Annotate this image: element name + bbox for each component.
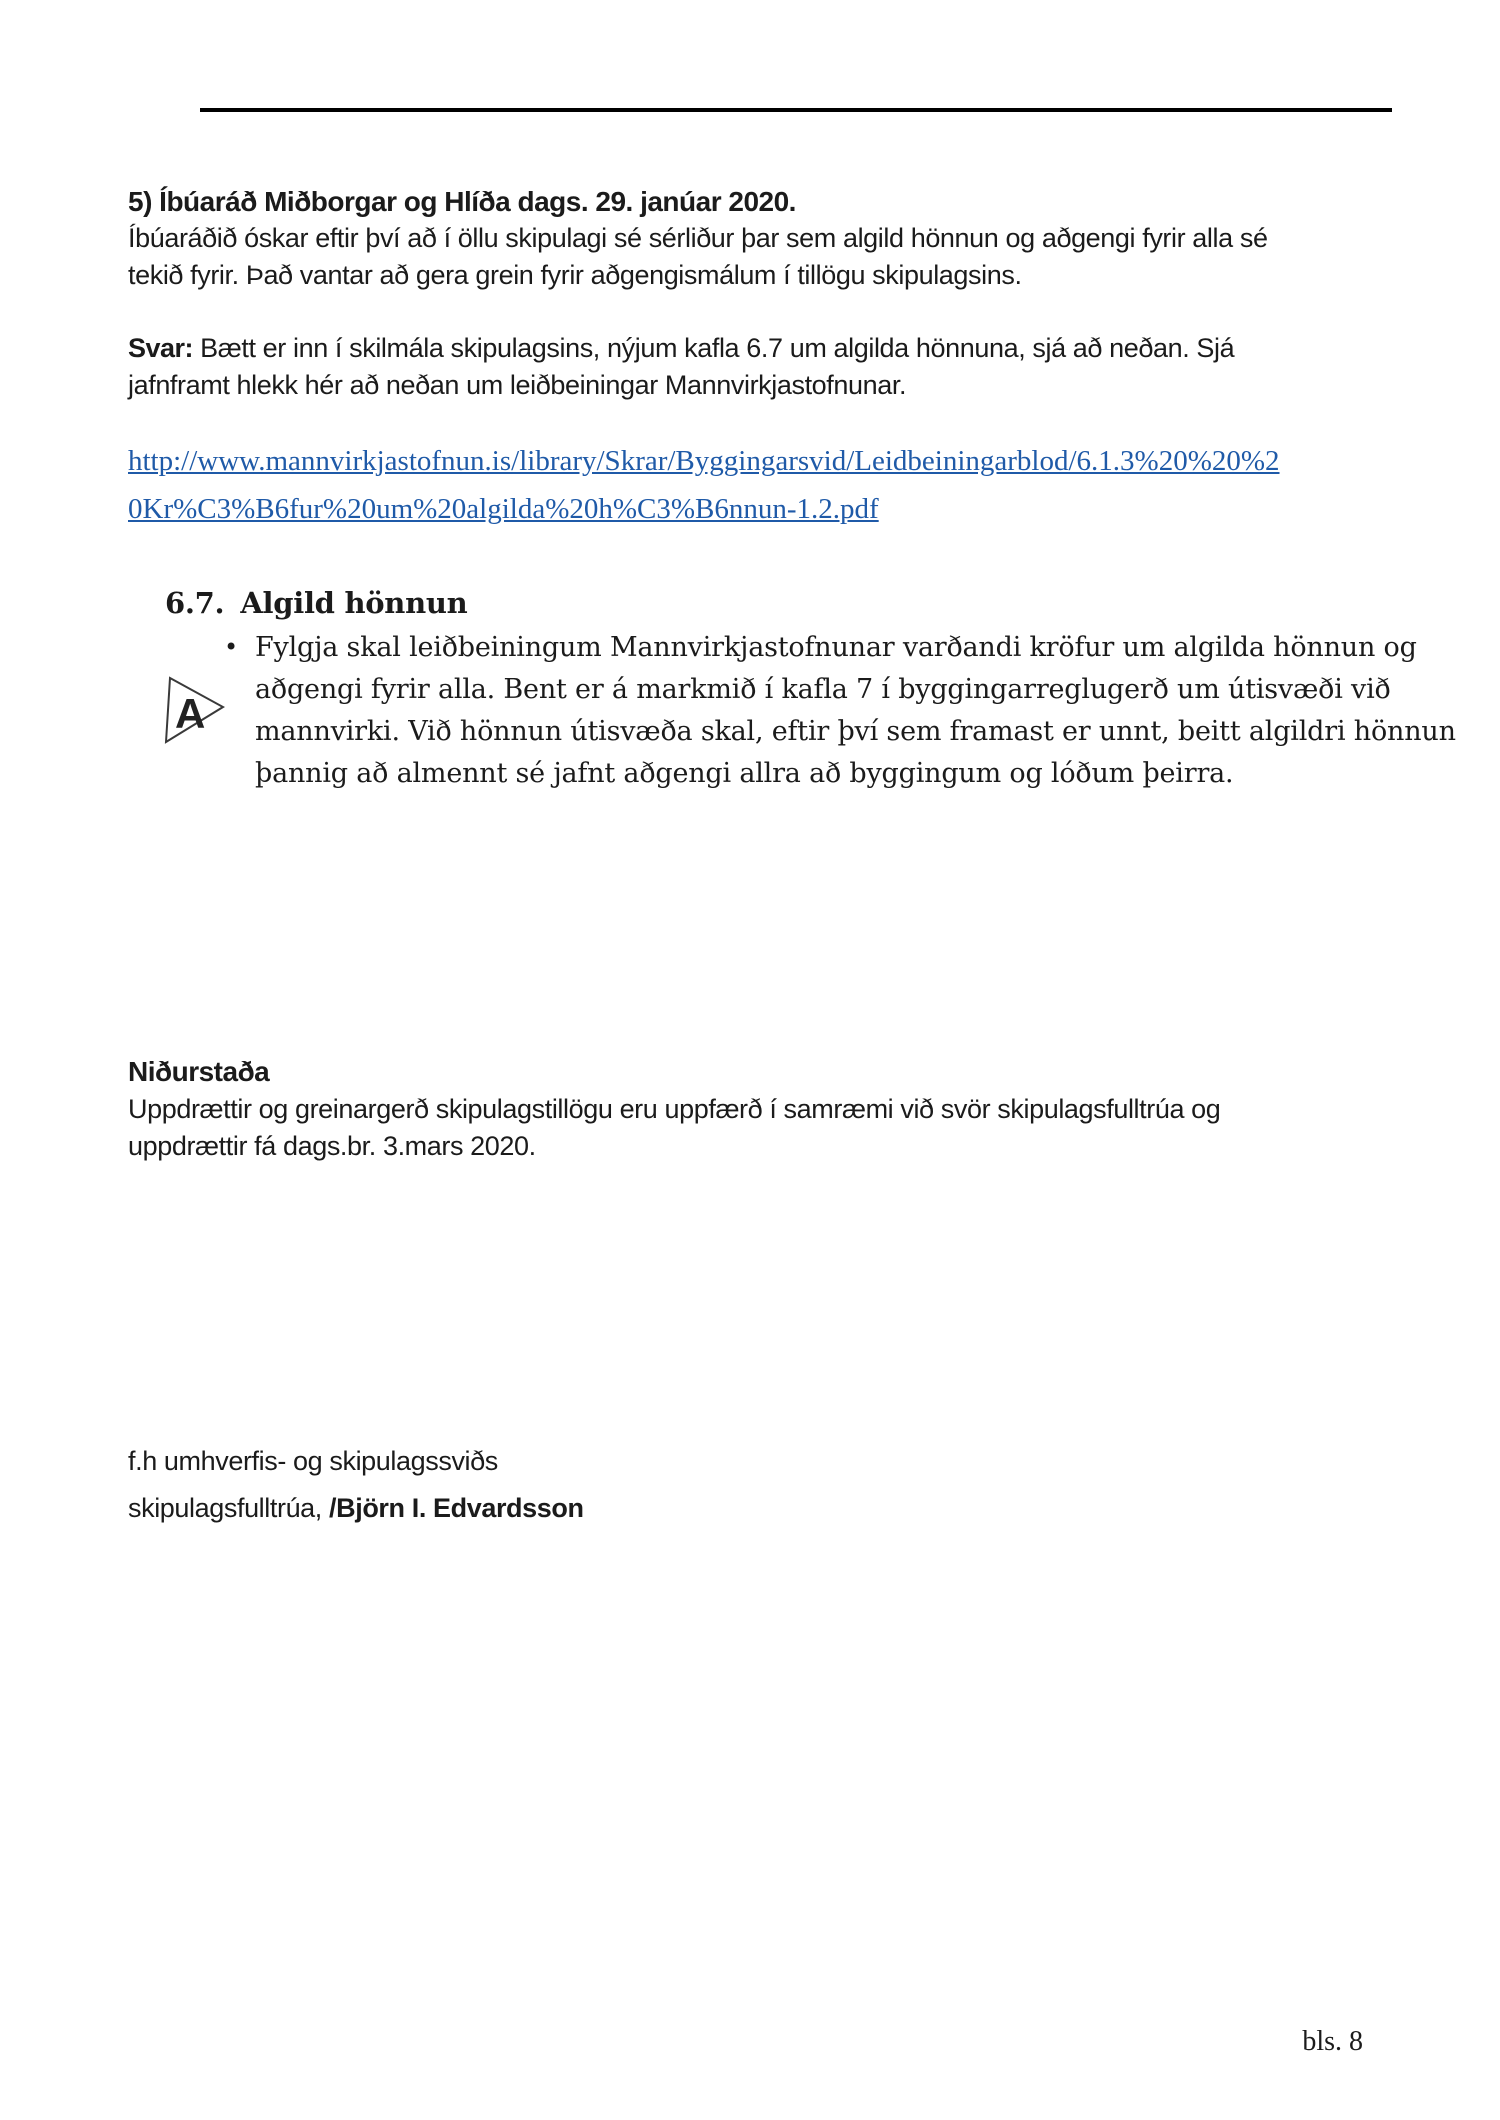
section-5-body-line: tekið fyrir. Það vantar að gera grein fyrir aðgengismálum í tillögu skipulagsins. (128, 260, 1022, 290)
quote-section-number: 6.7. (165, 586, 225, 620)
conclusion-heading: Niðurstaða (128, 1056, 270, 1087)
signature-line (128, 1485, 584, 1532)
conclusion-section (128, 1053, 1220, 1165)
mannvirkjastofnun-pdf-link[interactable] (128, 437, 1280, 533)
quote-heading (165, 586, 467, 620)
conclusion-line: uppdrættir fá dags.br. 3.mars 2020. (128, 1131, 536, 1161)
header-rule (200, 108, 1392, 112)
signature-line: f.h umhverfis- og skipulagssviðs (128, 1446, 498, 1476)
conclusion-line: Uppdrættir og greinargerð skipulagstillögu eru uppfærð í samræmi við svör skipulagsfulltrúa og (128, 1094, 1221, 1124)
quote-line: þannig að almennt sé jafnt aðgengi allra að byggingum og lóðum þeirra. (255, 758, 1234, 789)
svar-paragraph (128, 330, 1234, 404)
section-5-heading: 5) Íbúaráð Miðborgar og Hlíða dags. 29. janúar 2020. (128, 186, 796, 217)
page-number: bls. 8 (1302, 2026, 1363, 2057)
section-5-body-line: Íbúaráðið óskar eftir því að í öllu skipulagi sé sérliður þar sem algild hönnun og aðgengi fyrir alla sé (128, 223, 1268, 253)
guidelines-link-block (128, 437, 1280, 533)
section-5 (128, 183, 1268, 294)
signature-block (128, 1438, 584, 1532)
svar-line: jafnframt hlekk hér að neðan um leiðbeiningar Mannvirkjastofnunar. (128, 370, 907, 400)
bullet-marker: • (224, 633, 239, 661)
quote-line: aðgengi fyrir alla. Bent er á markmið í kafla 7 í byggingarreglugerð um útisvæði við (255, 674, 1391, 705)
link-line[interactable]: http://www.mannvirkjastofnun.is/library/Skrar/Byggingarsvid/Leidbeiningarblod/6.1.3%20%20%2 (128, 445, 1280, 477)
annotation-letter: A (175, 690, 206, 737)
comment-annotation-icon (163, 674, 227, 748)
quote-line: Fylgja skal leiðbeiningum Mannvirkjastofnunar varðandi kröfur um algilda hönnun og (255, 632, 1417, 663)
quote-section-title: Algild hönnun (240, 586, 468, 620)
svar-label: Svar: (128, 333, 194, 363)
quote-line: mannvirki. Við hönnun útisvæða skal, eftir því sem framast er unnt, beitt algildri hönnun (255, 716, 1456, 747)
svar-line (128, 330, 1234, 367)
signature-name: /Björn I. Edvardsson (329, 1493, 584, 1523)
link-line[interactable]: 0Kr%C3%B6fur%20um%20algilda%20h%C3%B6nnun-1.2.pdf (128, 493, 879, 525)
svar-text: Bætt er inn í skilmála skipulagsins, nýjum kafla 6.7 um algilda hönnuna, sjá að neðan. Sjá (193, 333, 1235, 363)
signature-role: skipulagsfulltrúa, (128, 1493, 330, 1523)
quote-bullet-text (255, 627, 1456, 795)
